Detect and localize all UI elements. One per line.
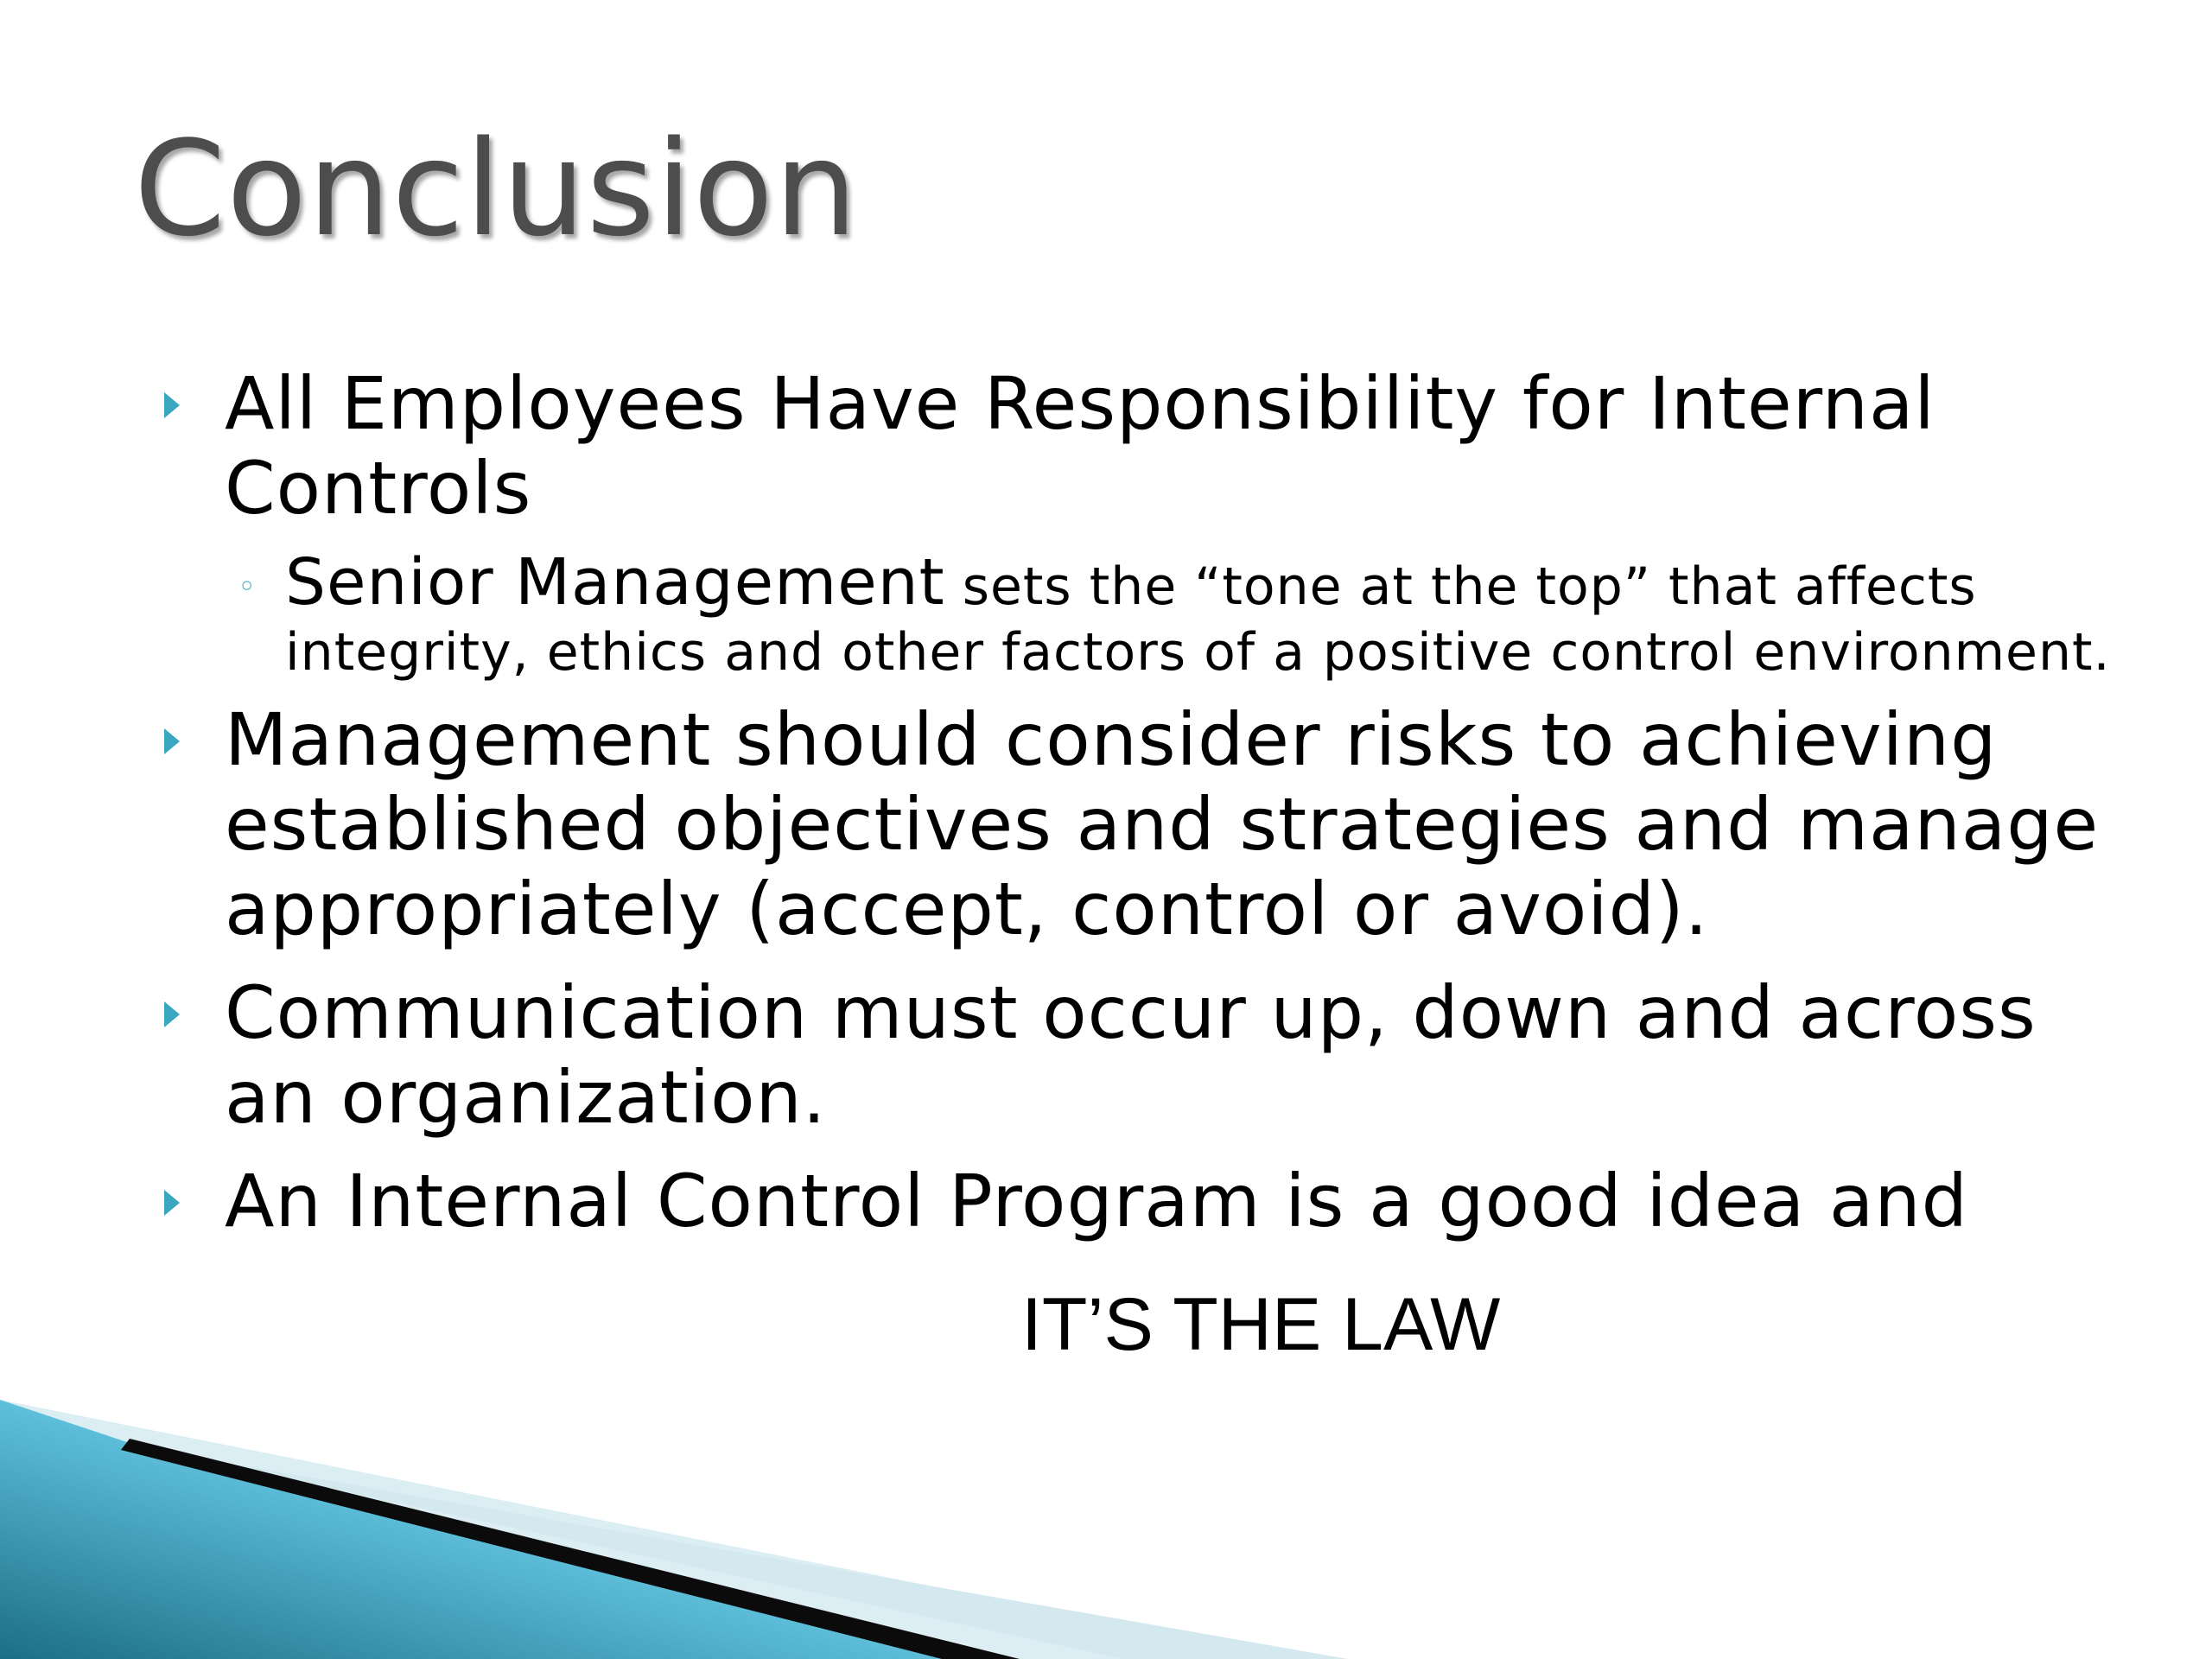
bullet-text: Communication must occur up, down and across an organization. [225,970,2037,1140]
sub-bullet-text: sets the “tone at the top” that affects integrity, ethics and other factors of a positive control environment. [285,556,2111,683]
emphasis-text: IT’S THE LAW [1021,1283,1501,1366]
bullet-text: An Internal Control Program is a good idea and [225,1159,1968,1243]
slide-title: Conclusion [134,112,859,265]
bullet-text: All Employees Have Responsibility for Internal Controls [225,361,1936,531]
bullet-text: Management should consider risks to achieving established objectives and strategies and manage appropriately (accept, control or avoid). [225,697,2100,951]
circle-bullet-icon: ◦ [238,569,257,605]
sub-bullet-lead: Senior Management [285,545,945,620]
